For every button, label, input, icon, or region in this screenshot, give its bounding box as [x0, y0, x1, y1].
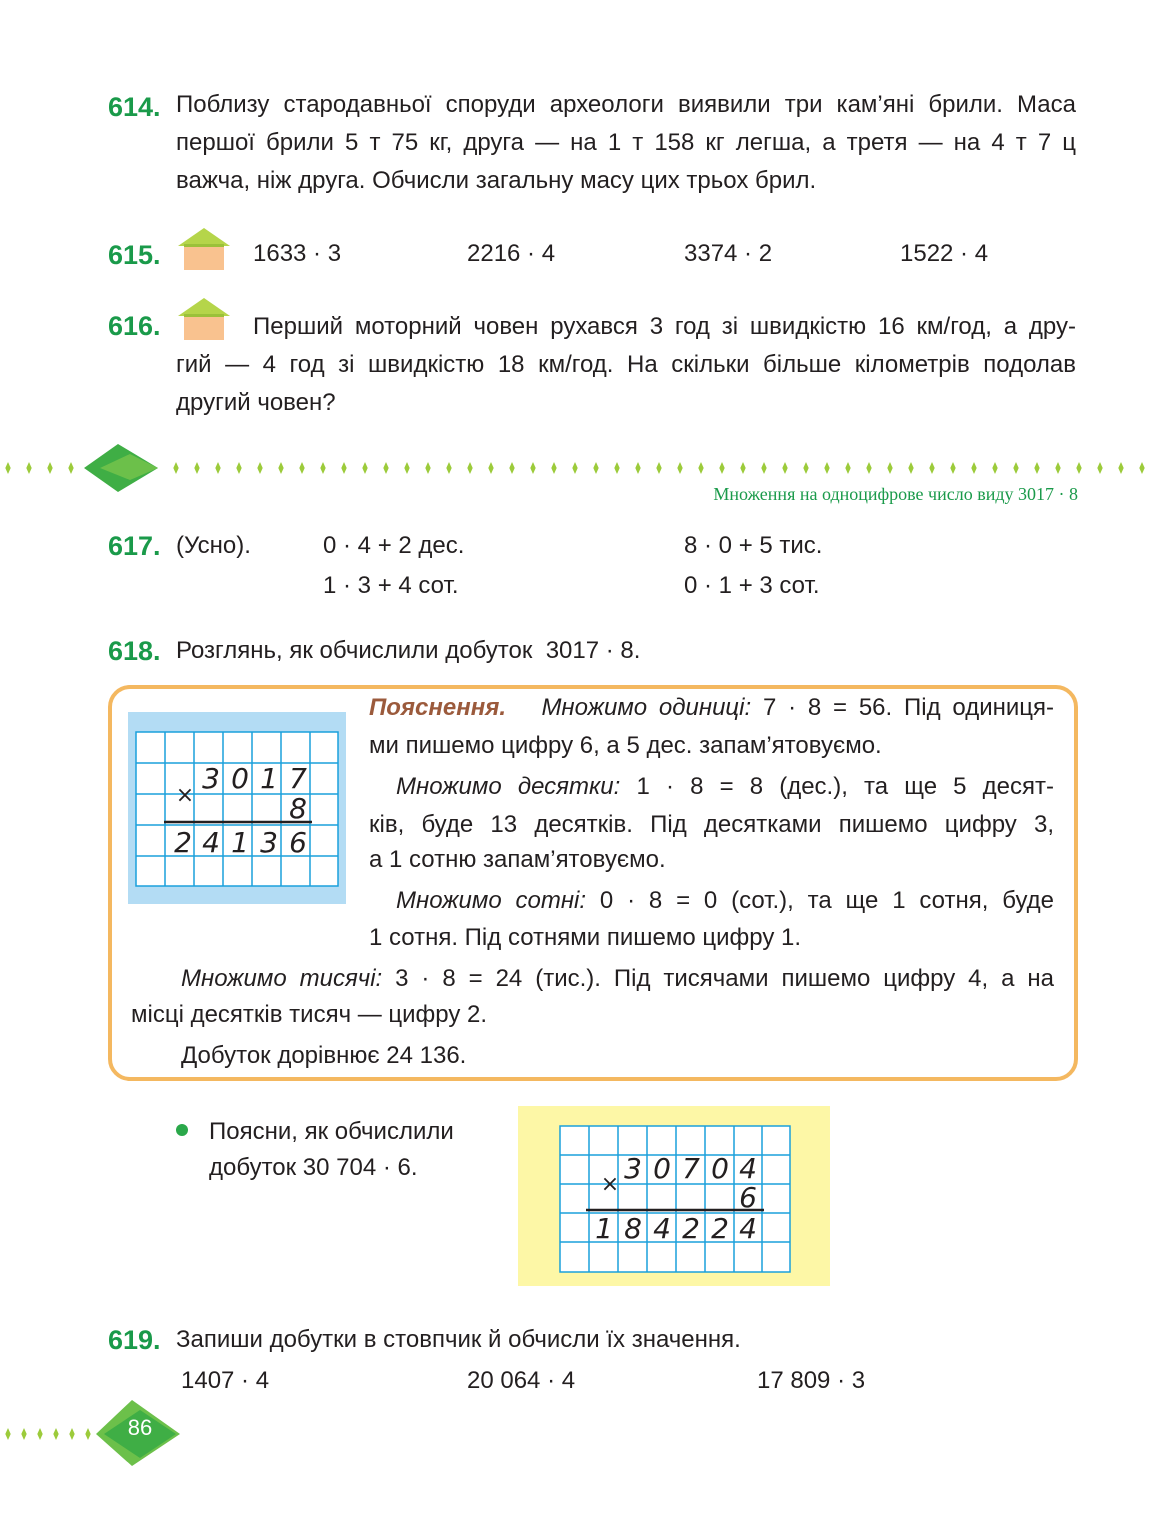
divider-star-icon — [1034, 462, 1039, 474]
explanation-line — [181, 960, 1054, 998]
divider-star-icon — [1013, 462, 1018, 474]
divider-star-icon — [740, 462, 745, 474]
divider-star-icon — [824, 462, 829, 474]
explanation-text: 1 · 8 = 8 (дес.), та ще 5 десят- — [620, 773, 1054, 800]
explanation-italic: Множимо десятки: — [396, 773, 621, 800]
expression: 1407 · 4 — [181, 1367, 270, 1394]
divider-star-icon — [677, 462, 682, 474]
problem-number-614: 614. — [108, 92, 161, 122]
explanation-text: 0 · 8 = 0 (сот.), та ще 1 сотня, буде — [586, 887, 1054, 914]
problem-614-line: важча, ніж друга. Обчисли загальну масу цих трьох брил. — [176, 167, 817, 194]
expression: 1 · 3 + 4 сот. — [323, 572, 459, 599]
expression: 20 064 · 4 — [467, 1367, 576, 1394]
divider-star-icon — [47, 462, 52, 474]
divider-star-icon — [1118, 462, 1123, 474]
divider-star-icon — [194, 462, 199, 474]
divider-star-icon — [257, 462, 262, 474]
oral-label: (Усно). — [176, 532, 251, 559]
divider-star-icon — [341, 462, 346, 474]
problem-number-615: 615. — [108, 240, 161, 270]
problem-614-line: першої брили 5 т 75 кг, друга — на 1 т 158 кг легша, а третя — на 4 т 7 ц — [176, 129, 1076, 156]
page-number: 86 — [127, 1415, 153, 1440]
divider-star-icon — [1097, 462, 1102, 474]
grid-digit: 1 — [231, 826, 249, 859]
divider-star-icon — [299, 462, 304, 474]
problem-614-line: Поблизу стародавньої споруди археологи виявили три кам’яні брили. Маса — [176, 91, 1076, 118]
divider-star-icon — [1055, 462, 1060, 474]
grid-digit: 3 — [260, 826, 278, 859]
problem-number-617: 617. — [108, 531, 161, 561]
divider-star-icon — [85, 1428, 90, 1440]
explanation-title: Пояснення. — [369, 694, 507, 721]
divider-star-icon — [656, 462, 661, 474]
grid-digit: 0 — [653, 1152, 671, 1185]
divider-star-icon — [5, 462, 10, 474]
expression: 0 · 4 + 2 дес. — [323, 532, 465, 559]
divider-star-icon — [761, 462, 766, 474]
divider-star-icon — [530, 462, 535, 474]
grid-digit: 4 — [202, 826, 220, 859]
divider-star-icon — [21, 1428, 26, 1440]
divider-star-icon — [53, 1428, 58, 1440]
multiply-sign: × — [175, 783, 195, 808]
divider-star-icon — [488, 462, 493, 474]
grid-digit: 6 — [289, 826, 307, 859]
explanation-text: 3 · 8 = 24 (тис.). Під тисячами пишемо цифру 4, а на — [382, 965, 1054, 992]
explanation-line — [396, 882, 1054, 920]
divider-star-icon — [866, 462, 871, 474]
problem-616-line: другий човен? — [176, 389, 336, 416]
grid-digit: 0 — [231, 762, 249, 795]
grid-digit: 4 — [739, 1212, 757, 1245]
column-multiplication-grid — [518, 1106, 830, 1286]
explanation-line: 1 сотня. Під сотнями пишемо цифру 1. — [369, 924, 802, 951]
grid-digit: 1 — [595, 1212, 613, 1245]
divider-star-icon — [509, 462, 514, 474]
divider-star-icon — [215, 462, 220, 474]
grid-digit: 4 — [653, 1212, 671, 1245]
explanation-line — [396, 768, 1054, 806]
grid-digit: 0 — [711, 1152, 729, 1185]
divider-star-icon — [551, 462, 556, 474]
divider-star-icon — [572, 462, 577, 474]
explanation-line — [369, 689, 1054, 727]
divider-star-icon — [173, 462, 178, 474]
bullet-icon — [176, 1124, 188, 1136]
grid-digit: 1 — [260, 762, 278, 795]
grid-digit: 2 — [711, 1212, 729, 1245]
problem-number-618: 618. — [108, 636, 161, 666]
explanation-line: ків, буде 13 десятків. Під десятками пишемо цифру 3, — [369, 811, 1054, 838]
problem-614-text — [176, 86, 1076, 200]
grid-digit: 8 — [289, 792, 307, 825]
explanation-line: ми пишемо цифру 6, а 5 дес. запам’ятовуємо. — [369, 732, 882, 759]
divider-star-icon — [845, 462, 850, 474]
divider-star-icon — [614, 462, 619, 474]
grid-digit: 4 — [739, 1152, 757, 1185]
divider-star-icon — [278, 462, 283, 474]
column-multiplication-grid — [128, 712, 346, 904]
explanation-line: Добуток дорівнює 24 136. — [181, 1042, 467, 1069]
page-number-badge — [0, 1396, 200, 1472]
grid-digit: 6 — [739, 1181, 757, 1214]
divider-star-icon — [37, 1428, 42, 1440]
divider-star-icon — [68, 462, 73, 474]
expression: 3374 · 2 — [684, 240, 773, 267]
multiply-sign: × — [600, 1172, 620, 1197]
grid-digit: 2 — [174, 826, 192, 859]
divider-star-icon — [635, 462, 640, 474]
divider-star-icon — [425, 462, 430, 474]
divider-star-icon — [887, 462, 892, 474]
topic-header: Множення на одноцифрове число виду 3017 · 8 — [713, 484, 1078, 504]
grid-digit: 3 — [624, 1152, 642, 1185]
explanation-text: 7 · 8 = 56. Під одиниця- — [751, 694, 1054, 721]
problem-616-text — [176, 308, 1076, 422]
divider-star-icon — [950, 462, 955, 474]
grid-digit: 3 — [202, 762, 220, 795]
grid-digit: 7 — [289, 762, 307, 795]
divider-star-icon — [362, 462, 367, 474]
expression: 8 · 0 + 5 тис. — [684, 532, 823, 559]
divider-star-icon — [782, 462, 787, 474]
problem-number-619: 619. — [108, 1325, 161, 1355]
divider-star-icon — [992, 462, 997, 474]
grid-digit: 8 — [624, 1212, 642, 1245]
expression: 0 · 1 + 3 сот. — [684, 572, 820, 599]
problem-618-text: Розглянь, як обчислили добуток 3017 · 8. — [176, 637, 641, 664]
grid-digit: 2 — [682, 1212, 700, 1245]
divider-star-icon — [236, 462, 241, 474]
problem-number-616: 616. — [108, 311, 161, 341]
bullet-text: Поясни, як обчислили — [209, 1118, 454, 1145]
divider-star-icon — [26, 462, 31, 474]
divider-star-icon — [971, 462, 976, 474]
divider-star-icon — [929, 462, 934, 474]
divider-star-icon — [1139, 462, 1144, 474]
expression: 2216 · 4 — [467, 240, 556, 267]
divider-star-icon — [320, 462, 325, 474]
divider-star-icon — [69, 1428, 74, 1440]
divider-star-icon — [383, 462, 388, 474]
grid-digit: 7 — [682, 1152, 700, 1185]
expression: 1522 · 4 — [900, 240, 989, 267]
divider-star-icon — [719, 462, 724, 474]
bullet-text: добуток 30 704 · 6. — [209, 1154, 418, 1181]
explanation-italic: Множимо сотні: — [396, 887, 587, 914]
explanation-line: а 1 сотню запам’ятовуємо. — [369, 846, 666, 873]
divider-star-icon — [5, 1428, 10, 1440]
divider-star-icon — [803, 462, 808, 474]
explanation-italic: Множимо одиниці: — [541, 694, 752, 721]
divider-star-icon — [446, 462, 451, 474]
divider-star-icon — [698, 462, 703, 474]
problem-619-text: Запиши добутки в стовпчик й обчисли їх значення. — [176, 1326, 741, 1353]
expression: 17 809 · 3 — [757, 1367, 866, 1394]
divider-star-icon — [404, 462, 409, 474]
expression: 1633 · 3 — [253, 240, 342, 267]
divider-star-icon — [908, 462, 913, 474]
problem-616-line: гий — 4 год зі швидкістю 18 км/год. На скільки більше кілометрів подолав — [176, 351, 1076, 378]
homework-house-icon — [176, 226, 232, 270]
explanation-italic: Множимо тисячі: — [181, 965, 383, 992]
problem-616-line: Перший моторний човен рухався 3 год зі швидкістю 16 км/год, а дру- — [253, 313, 1076, 340]
divider-star-icon — [467, 462, 472, 474]
explanation-line: місці десятків тисяч — цифру 2. — [131, 1001, 488, 1028]
divider-star-icon — [593, 462, 598, 474]
divider-star-icon — [1076, 462, 1081, 474]
